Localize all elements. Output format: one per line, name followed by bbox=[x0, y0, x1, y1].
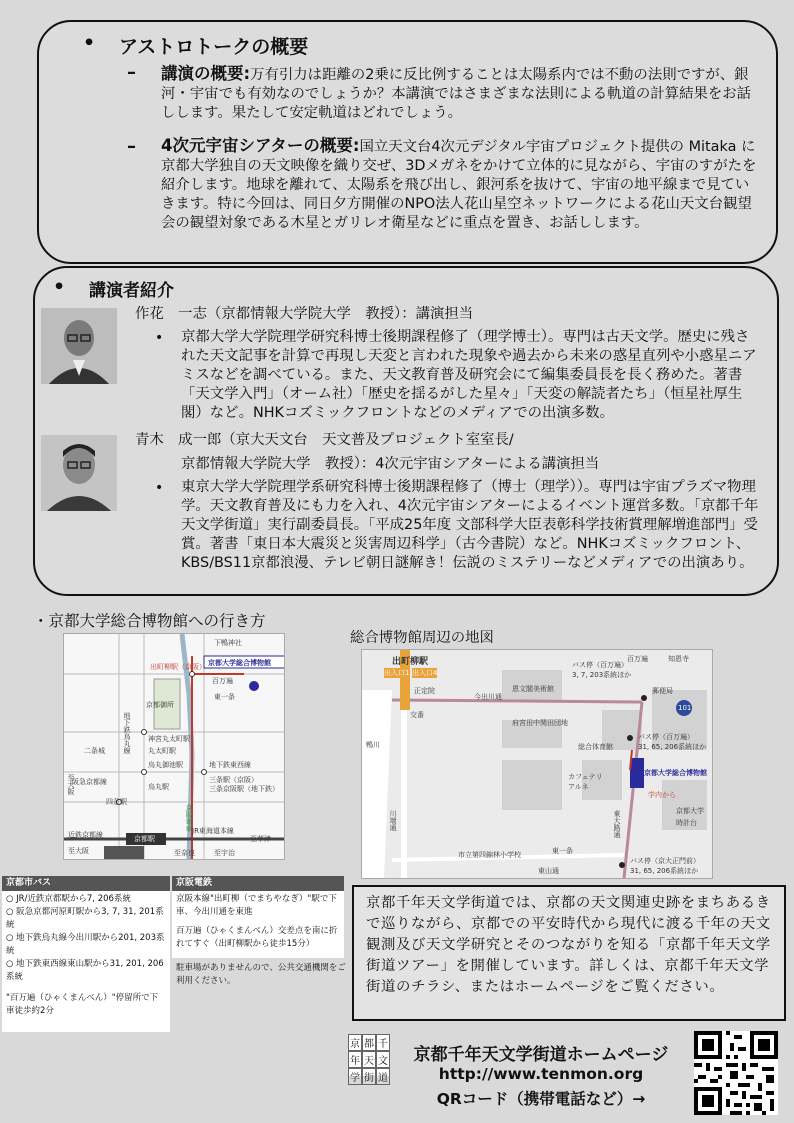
map-label: 烏丸駅 bbox=[148, 783, 169, 791]
map-label: JR東海道本線 bbox=[192, 827, 234, 835]
map-label: 東山通 bbox=[538, 867, 559, 875]
map-label: 川端通 bbox=[389, 810, 397, 831]
area-map bbox=[361, 649, 713, 879]
map-label: バス停（京大正門前） bbox=[630, 857, 700, 865]
map-label: 烏丸御池駅 bbox=[148, 761, 183, 769]
map-label: 至大阪 bbox=[68, 847, 89, 855]
bus-route: ○ JR/近鉄京都駅から7, 206系統 bbox=[6, 894, 131, 904]
bullet-dot: • bbox=[155, 480, 164, 496]
theater-text: 国立天文台4次元デジタル宇宙プロジェクト提供の Mitaka に京都大学独自の天文映像を織り交ぜ、3Dメガネをかけて立体的に見ながら、宇宙のすがたを紹介します。地球を離れて、太陽系を飛び出し、銀河系を抜けて、宇宙の地平線まで見ていきます。特に今回は、同日夕方開催のNPO法人花山星空ネットワークによる花山天文台観望会の観望対象である木星とガリレオ衛星などに重点を置き、お話しします。 bbox=[161, 139, 757, 231]
access-title: ・京都大学総合博物館への行き方 bbox=[33, 612, 266, 630]
speaker-2-header-cont: 京都情報大学院大学 教授）：4次元宇宙シアターによる講演担当 bbox=[181, 456, 600, 472]
tour-notice: 京都千年天文学街道では、京都の天文関連史跡をまちあるきで巡りながら、京都での平安時代から現代に渡る千年の天文観測及び天文学研究とそのつながりを知る「京都千年天文学街道ツアー」を開催しています。詳しくは、京都千年天文学街道のチラシ、またはホームページをご覧ください。 bbox=[352, 885, 786, 1021]
map-label: 市立第四錦林小学校 bbox=[458, 851, 521, 859]
map2-title: 総合博物館周辺の地図 bbox=[350, 630, 494, 646]
map-label: 東大路通 bbox=[613, 810, 621, 838]
route-map bbox=[63, 633, 285, 860]
map-label: 正定院 bbox=[414, 687, 435, 695]
map-label: 至草津 bbox=[250, 835, 271, 843]
map-label: 今出川通 bbox=[474, 693, 502, 701]
theater-heading: 4次元宇宙シアターの概要: bbox=[161, 136, 360, 155]
map-label: 地下鉄東西線 bbox=[209, 761, 251, 769]
overview-section bbox=[37, 20, 778, 264]
homepage-url[interactable]: http://www.tenmon.org bbox=[438, 1065, 644, 1083]
map-label: 交番 bbox=[410, 711, 424, 719]
map-label: 至大阪 bbox=[67, 774, 75, 795]
lecture-summary bbox=[161, 64, 761, 123]
map-label: 京都御所 bbox=[146, 701, 174, 709]
map-label: 二条城 bbox=[84, 747, 105, 755]
keihan-text: 京阪本線"出町柳（でまちやなぎ）"駅で下車、今出川通を東進 bbox=[176, 894, 337, 917]
theater-summary bbox=[161, 136, 761, 233]
bullet-dot: • bbox=[83, 32, 96, 54]
kyoto-tenmon-logo: 京 都 千 年 天 文 学 街 道 bbox=[348, 1034, 390, 1076]
map-label: 三条駅（京阪） bbox=[209, 776, 258, 784]
map-label: 出入口1 bbox=[384, 669, 410, 677]
dash-marker: – bbox=[127, 136, 136, 157]
map-label: 東一条 bbox=[214, 693, 235, 701]
map-label: 恩文閣美術館 bbox=[512, 685, 554, 693]
dash-marker: – bbox=[127, 62, 136, 83]
map-label: カフェテリアルネ bbox=[568, 773, 603, 791]
bus-info bbox=[2, 876, 170, 1032]
lecture-heading: 講演の概要: bbox=[161, 64, 251, 83]
speaker-2-header: 青木 成一郎（京大天文台 天文普及プロジェクト室室長/ bbox=[135, 432, 514, 448]
bus-note: "百万遍（ひゃくまんべん）"停留所で下車徒歩約2分 bbox=[6, 993, 159, 1016]
bullet-dot: • bbox=[155, 330, 164, 346]
lecture-text: 万有引力は距離の2乗に反比例することは太陽系内では不動の法則ですが、銀河・宇宙でも有効なのでしょうか？本講演ではさまざまな法則による軌道の計算結果をお話しします。果たして安定軌道はどれでしょう。 bbox=[161, 67, 752, 121]
map-label: 至奈良 bbox=[174, 849, 195, 857]
map-label: 京阪電車 bbox=[185, 804, 193, 832]
map-label: 至宇治 bbox=[214, 849, 235, 857]
map-label: 東一条 bbox=[552, 847, 573, 855]
speaker-1-header: 作花 一志（京都情報大学院大学 教授）：講演担当 bbox=[135, 306, 474, 322]
parking-note: 駐車場がありませんので、公共交通機関をご利用ください。 bbox=[176, 963, 346, 986]
map-label: 京都大学総合博物館 bbox=[208, 659, 271, 667]
map-label: 下鴨神社 bbox=[214, 639, 242, 647]
bullet-dot: • bbox=[53, 276, 66, 298]
map-label: 神宮丸太町駅 bbox=[148, 735, 190, 743]
homepage-title: 京都千年天文学街道ホームページ bbox=[413, 1045, 669, 1065]
map-label: 四条駅 bbox=[106, 798, 127, 806]
speaker-photo bbox=[41, 435, 117, 511]
map-label: 京都駅 bbox=[134, 835, 155, 843]
map-label: 府宮田中関田団地 bbox=[512, 719, 568, 727]
speaker-photo bbox=[41, 308, 117, 384]
map-label: 丸太町駅 bbox=[148, 747, 176, 755]
map-label: 3, 7, 203系統ほか bbox=[572, 671, 632, 679]
keihan-text2: 百万遍（ひゃくまんべん）交差点を南に折れてすぐ（出町柳駅から徒歩15分） bbox=[176, 926, 338, 949]
speaker-1-bio: 京都大学大学院理学研究科博士後期課程修了（理学博士）。専門は古天文学。歴史に残された天文記事を計算で再現し天変と言われた現象や過去から未来の惑星直列や小惑星ニアミスなどを調べている。また、天文教育普及研究会にて編集委員長を長く務めた。著書「天文学入門」（オーム社）「歴史を揺るがした星々」「天変の解読者たち」（恒星社厚生閣）など。NHKコズミックフロントなどのメディアでの出演多数。 bbox=[181, 329, 757, 421]
speaker-2-bio: 東京大学大学院理学系研究科博士後期課程修了（博士（理学））。専門は宇宙プラズマ物理学。天文教育普及にも力を入れ、4次元宇宙シアターによるイベント運営多数。「京都千年天文学街道」実行副委員長。「平成25年度 文部科学大臣表彰科学技術賞理解増進部門」受賞。著書「東日本大震災と災害周辺科学」（古今書院）など。NHKコズミックフロント、KBS/BS11京都浪漫、テレビ朝日謎解き！伝説のミステリーなどメディアでの出演あり。 bbox=[181, 479, 759, 571]
map-label: 近鉄京都線 bbox=[68, 831, 103, 839]
map-label: 総合体育館 bbox=[578, 743, 613, 751]
map-label: 出町柳駅 bbox=[392, 657, 429, 667]
map-label: 百万遍 bbox=[627, 655, 648, 663]
bus-route: ○ 阪急京都河原町駅から3, 7, 31, 201系統 bbox=[6, 907, 164, 930]
speakers-section bbox=[33, 266, 779, 596]
map-label: 阪急京都線 bbox=[72, 778, 107, 786]
map-label: 郵便局 bbox=[652, 687, 673, 695]
keihan-info bbox=[172, 876, 344, 958]
overview-title: アストロトークの概要 bbox=[119, 36, 309, 58]
bus-route: ○ 地下鉄東西線東山駅から31, 201, 206系統 bbox=[6, 959, 164, 982]
qr-label: QRコード（携帯電話など）→ bbox=[436, 1090, 646, 1108]
map-label: 京都大学 bbox=[676, 807, 704, 815]
map-label: 101 bbox=[678, 704, 692, 712]
map-label: 学内から bbox=[648, 791, 676, 799]
map-label: 知恩寺 bbox=[668, 655, 689, 663]
map-label: 百万遍 bbox=[212, 677, 233, 685]
keihan-header: 京阪電鉄 bbox=[172, 876, 344, 891]
map-label: バス停（百万遍） bbox=[638, 733, 694, 741]
map-label: 三条京阪駅（地下鉄） bbox=[209, 785, 279, 793]
map-label: 出入口4 bbox=[412, 669, 438, 677]
map-label: 鴨川 bbox=[366, 741, 380, 749]
map-label: 出町柳駅（京阪） bbox=[150, 663, 206, 671]
bus-header: 京都市バス bbox=[2, 876, 170, 891]
map-label: 31, 65, 206系統ほか bbox=[630, 867, 699, 875]
map-label: 時計台 bbox=[676, 819, 697, 827]
qr-code[interactable] bbox=[694, 1031, 778, 1115]
map-label: バス停（百万遍） bbox=[572, 661, 628, 669]
bus-route: ○ 地下鉄烏丸線今出川駅から201, 203系統 bbox=[6, 933, 165, 956]
map-label: 京都大学総合博物館 bbox=[644, 769, 707, 777]
map-label: 31, 65, 206系統ほか bbox=[638, 743, 707, 751]
speakers-title: 講演者紹介 bbox=[89, 281, 174, 301]
map-label: 地下鉄烏丸線 bbox=[123, 712, 131, 754]
